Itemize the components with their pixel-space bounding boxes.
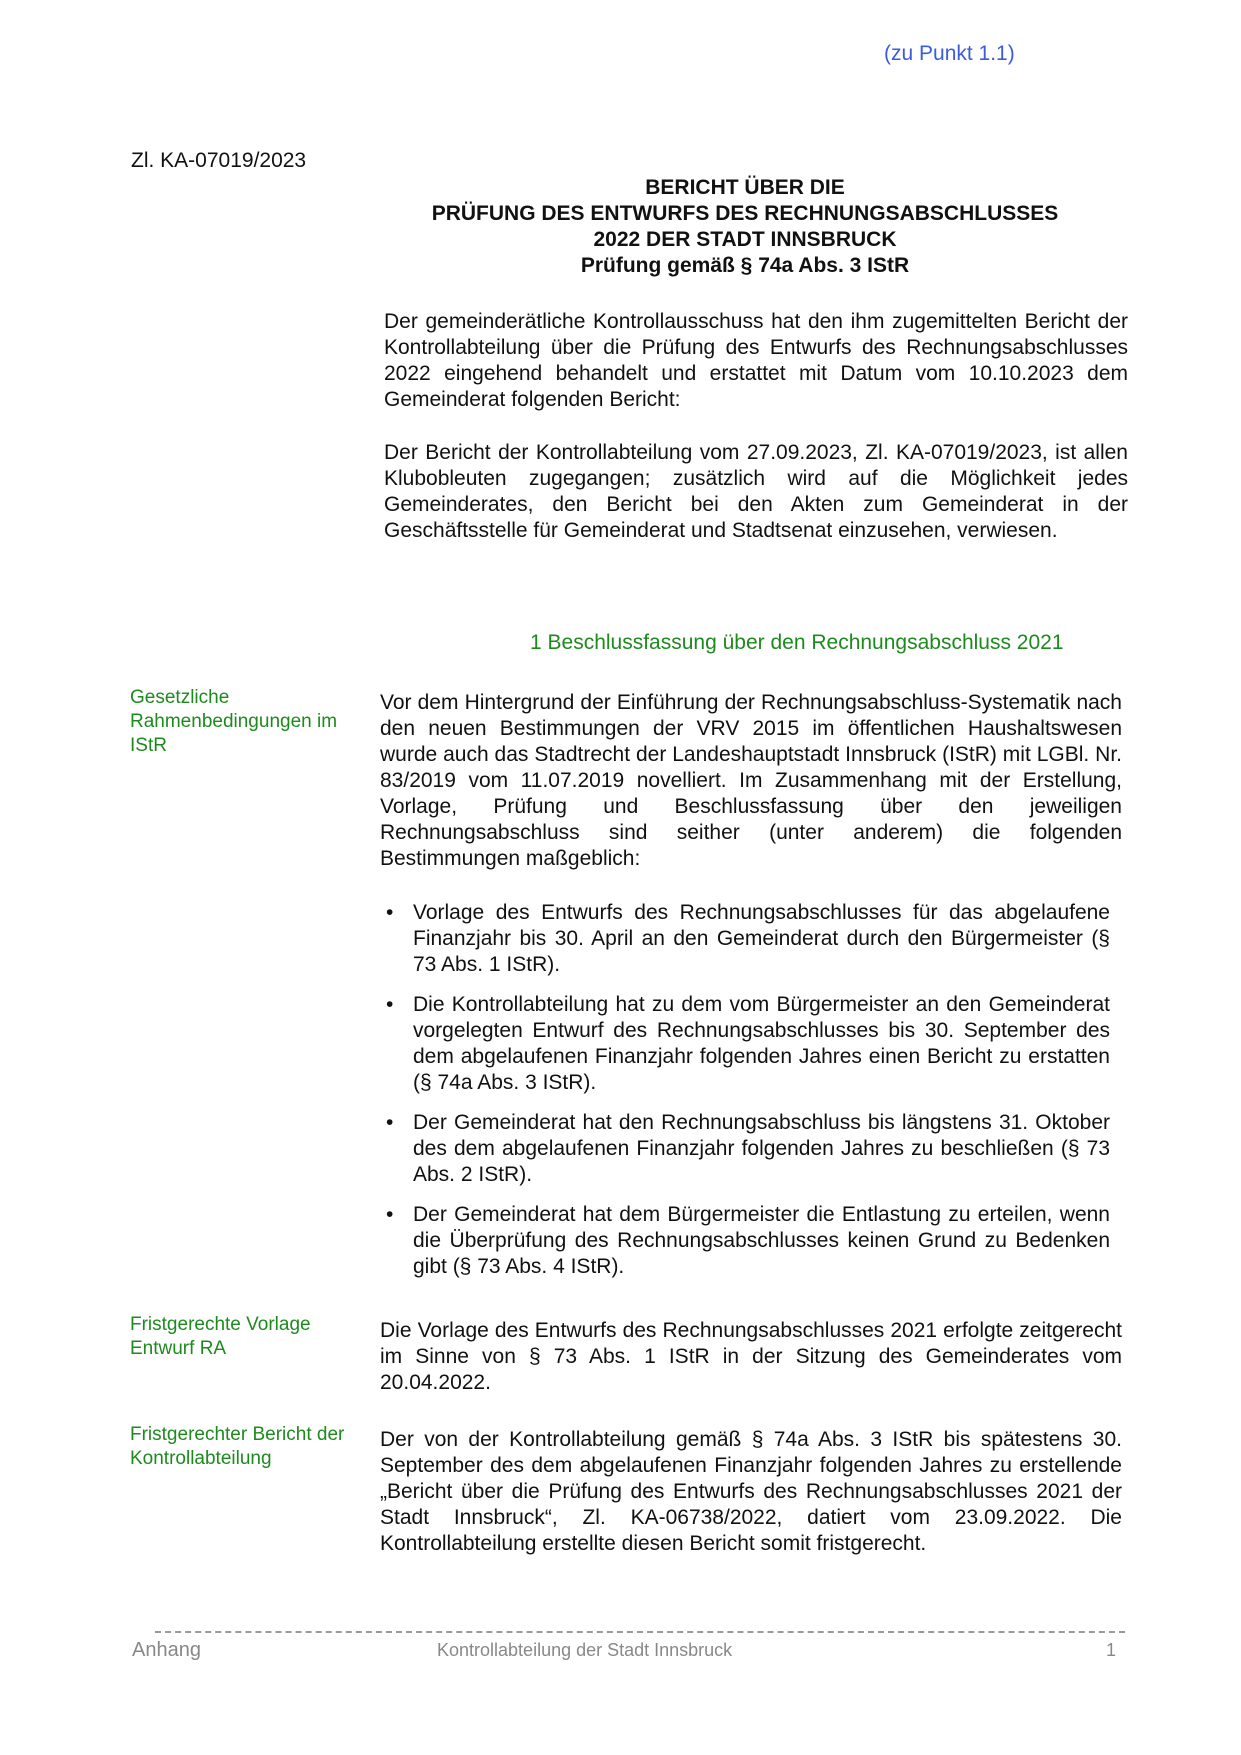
intro-paragraph-1: Der gemeinderätliche Kontrollausschuss hat den ihm zugemittelten Bericht der Kontrollabteilung über die Prüfung des Entwurfs des Rechnungsabschlusses 2022 eingehend behandelt und erstattet mit Datum vom 10.10.2023 dem Gemeinderat folgenden Bericht: [384, 310, 1128, 411]
bullet-icon: • [386, 1203, 394, 1226]
list-item-text: Der Gemeinderat hat den Rechnungsabschluss bis längstens 31. Oktober des dem abgelaufenen Finanzjahr folgenden Jahres zu beschließen (§ 73 Abs. 2 IStR). [413, 1111, 1110, 1186]
title-line: PRÜFUNG DES ENTWURFS DES RECHNUNGSABSCHLUSSES [431, 202, 1059, 225]
page-number: 1 [1106, 1640, 1117, 1660]
bullet-icon: • [386, 993, 394, 1016]
report-title [360, 175, 1130, 279]
footer-center-label: Kontrollabteilung der Stadt Innsbruck [437, 1640, 733, 1660]
title-line: Prüfung gemäß § 74a Abs. 3 IStR [580, 254, 910, 277]
title-line: 2022 DER STADT INNSBRUCK [593, 228, 897, 251]
provisions-list [380, 900, 1110, 1294]
list-item [380, 900, 1110, 978]
list-item-text: Die Kontrollabteilung hat zu dem vom Bürgermeister an den Gemeinderat vorgelegten Entwurf des Rechnungsabschlusses bis 30. September des dem abgelaufenen Finanzjahr folgenden Jahres einen Bericht zu erstatten (§ 74a Abs. 3 IStR). [413, 993, 1110, 1094]
section-heading: 1 Beschlussfassung über den Rechnungsabschluss 2021 [530, 631, 1064, 654]
footer-divider [155, 1631, 1125, 1633]
bullet-icon: • [386, 1111, 394, 1134]
list-item-text: Vorlage des Entwurfs des Rechnungsabschlusses für das abgelaufene Finanzjahr bis 30. April an den Gemeinderat durch den Bürgermeister (§ 73 Abs. 1 IStR). [413, 901, 1110, 976]
list-item [380, 1202, 1110, 1280]
side-note-timely-report: Fristgerechter Bericht der Kontrollabteilung [130, 1424, 345, 1469]
list-item-text: Der Gemeinderat hat dem Bürgermeister die Entlastung zu erteilen, wenn die Überprüfung des Rechnungsabschlusses keinen Grund zu Bedenken gibt (§ 73 Abs. 4 IStR). [413, 1203, 1110, 1278]
footer-left-label: Anhang [132, 1639, 201, 1661]
title-line: BERICHT ÜBER DIE [645, 176, 845, 199]
side-note-legal-framework: Gesetzliche Rahmenbedingungen im IStR [130, 687, 338, 756]
list-item [380, 1110, 1110, 1188]
file-number: Zl. KA-07019/2023 [131, 149, 307, 172]
report-paragraph: Der von der Kontrollabteilung gemäß § 74a Abs. 3 IStR bis spätestens 30. September des dem abgelaufenen Finanzjahr folgenden Jahres zu erstellende „Bericht über die Prüfung des Entwurfs des Rechnungsabschlusses 2021 der Stadt Innsbruck“, Zl. KA-06738/2022, datiert vom 23.09.2022. Die Kontrollabteilung erstellte diesen Bericht somit fristgerecht. [380, 1428, 1122, 1555]
intro-paragraph-2: Der Bericht der Kontrollabteilung vom 27.09.2023, Zl. KA-07019/2023, ist allen Klubobleuten zugegangen; zusätzlich wird auf die Möglichkeit jedes Gemeinderates, den Bericht bei den Akten zum Gemeinderat in der Geschäftsstelle für Gemeinderat und Stadtsenat einzusehen, verwiesen. [384, 441, 1128, 542]
reference-note: (zu Punkt 1.1) [884, 42, 1015, 65]
bullet-icon: • [386, 901, 394, 924]
side-note-timely-submission: Fristgerechte Vorlage Entwurf RA [130, 1314, 311, 1359]
submission-paragraph: Die Vorlage des Entwurfs des Rechnungsabschlusses 2021 erfolgte zeitgerecht im Sinne von § 73 Abs. 1 IStR in der Sitzung des Gemeinderates vom 20.04.2022. [380, 1319, 1122, 1394]
list-item [380, 992, 1110, 1096]
legal-paragraph: Vor dem Hintergrund der Einführung der Rechnungsabschluss-Systematik nach den neuen Bestimmungen der VRV 2015 im öffentlichen Haushaltswesen wurde auch das Stadtrecht der Landeshauptstadt Innsbruck (IStR) mit LGBl. Nr. 83/2019 vom 11.07.2019 novelliert. Im Zusammenhang mit der Erstellung, Vorlage, Prüfung und Beschlussfassung über den jeweiligen Rechnungsabschluss sind seither (unter anderem) die folgenden Bestimmungen maßgeblich: [380, 691, 1122, 870]
